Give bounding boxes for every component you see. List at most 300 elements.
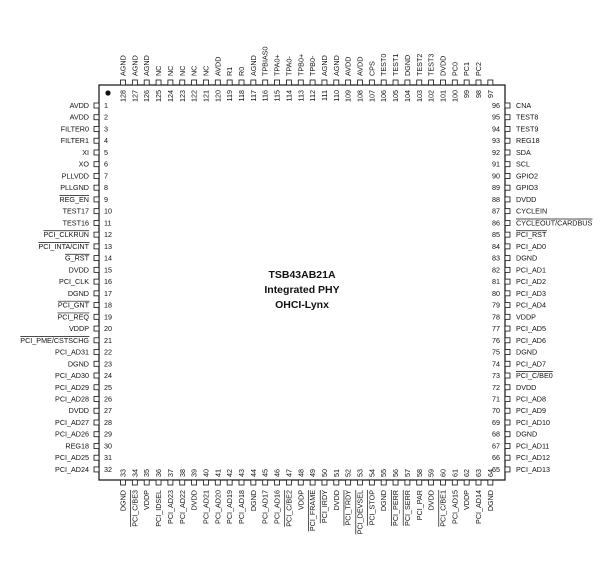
pin-pad xyxy=(369,480,374,485)
pin-label: XI xyxy=(82,147,89,157)
pin-pad xyxy=(94,420,99,425)
pin-label: DGND xyxy=(67,359,89,369)
pin-label: PCI_AD15 xyxy=(450,490,460,524)
pin-number: 108 xyxy=(355,90,365,102)
pin-number: 88 xyxy=(492,194,500,204)
pin-pad xyxy=(94,267,99,272)
pin-pad xyxy=(94,326,99,331)
pin-label: AGND xyxy=(331,55,341,76)
pin-number: 118 xyxy=(237,90,246,102)
pin-pad xyxy=(94,150,99,155)
pin-number: 79 xyxy=(492,300,500,310)
pin-label: CPS xyxy=(367,61,377,76)
pin-label: DGND xyxy=(67,288,89,298)
pin-label: DGND xyxy=(248,490,258,512)
pin-number: 53 xyxy=(355,469,365,477)
pin-number: 83 xyxy=(492,253,500,263)
pin-pad xyxy=(440,80,445,85)
pin-pad xyxy=(440,480,445,485)
pin-number: 80 xyxy=(492,288,500,298)
pin-number: 94 xyxy=(492,124,500,134)
pin-label: PCI_AD22 xyxy=(177,490,187,524)
pin-label: DVDD xyxy=(189,490,199,511)
pin-pad xyxy=(94,126,99,131)
pin-label: PCI_AD9 xyxy=(516,406,546,416)
pin-label: VDDP xyxy=(69,324,89,334)
pin-pad xyxy=(121,80,126,85)
pin-pad xyxy=(215,480,220,485)
pin-pad xyxy=(156,80,161,85)
pin-pad xyxy=(505,326,510,331)
pin-number: 36 xyxy=(154,469,164,477)
pin-label: XO xyxy=(78,159,89,169)
pin-number: 123 xyxy=(177,90,187,102)
pin-pad xyxy=(322,480,327,485)
pin-label: PCI_PERR xyxy=(391,490,401,526)
pin-label: PC2 xyxy=(474,62,483,76)
pin-label: DVDD xyxy=(68,265,89,275)
pin-pad xyxy=(94,220,99,225)
pin-pad xyxy=(358,480,363,485)
pin-number: 114 xyxy=(284,90,294,102)
pin-pad xyxy=(505,455,510,460)
pin-label: TEST16 xyxy=(62,218,89,228)
pin-pad xyxy=(121,480,126,485)
pin-number: 100 xyxy=(450,90,460,102)
pin-label: AVDD xyxy=(69,101,89,110)
pin-label: PCI_C/BE1 xyxy=(438,490,448,527)
pin-label: PCI_AD5 xyxy=(516,324,546,334)
pin-pad xyxy=(505,279,510,284)
pin-label: PCI_AD2 xyxy=(516,277,546,287)
pin-pad xyxy=(286,80,291,85)
pin-pad xyxy=(144,480,149,485)
pin-pad xyxy=(275,80,280,85)
pin-label: DVDD xyxy=(516,382,537,392)
pin-label: REG18 xyxy=(65,441,89,451)
pin-number: 41 xyxy=(213,469,223,477)
pin-number: 58 xyxy=(414,469,424,477)
pin-number: 74 xyxy=(492,359,500,369)
pin-label: CYCLEIN xyxy=(516,206,548,216)
pin-number: 111 xyxy=(319,90,329,101)
pin-number: 121 xyxy=(201,90,211,102)
pin-label: PCI_AD14 xyxy=(474,490,483,524)
pin-number: 55 xyxy=(379,469,389,477)
pin-pad xyxy=(310,480,315,485)
pin-pad xyxy=(464,480,469,485)
pin-number: 82 xyxy=(492,265,500,275)
pin-number: 76 xyxy=(492,335,500,345)
pin1-marker xyxy=(105,90,110,95)
pin-label: PCI_C/BE2 xyxy=(284,490,294,527)
pin-pad xyxy=(358,80,363,85)
pin-label: PCI_AD30 xyxy=(55,371,89,381)
pin-label: TEST0 xyxy=(379,53,389,76)
pin-number: 65 xyxy=(492,464,500,474)
pin-label: PCI_AD8 xyxy=(516,394,546,404)
pin-number: 9 xyxy=(104,194,108,204)
pin-pad xyxy=(263,480,268,485)
pin-pad xyxy=(505,397,510,402)
pin-label: REG18 xyxy=(516,136,540,146)
pin-pad xyxy=(94,373,99,378)
left-pins xyxy=(20,101,112,474)
pin-number: 106 xyxy=(379,90,389,102)
pin-pad xyxy=(239,480,244,485)
pin-pad xyxy=(94,279,99,284)
pin-label: TPA0- xyxy=(284,56,294,76)
pin-pad xyxy=(132,480,137,485)
pin-label: NC xyxy=(201,65,211,76)
pin-label: GPIO3 xyxy=(516,183,538,193)
pin-label: DVDD xyxy=(438,55,448,76)
pin-label: AGND xyxy=(248,55,258,76)
pin-number: 81 xyxy=(492,277,500,287)
pin-pad xyxy=(505,420,510,425)
pin-number: 23 xyxy=(104,359,112,369)
pin-number: 25 xyxy=(104,382,112,392)
pin-label: PCI_AD21 xyxy=(201,490,211,524)
pin-number: 103 xyxy=(414,90,424,102)
pin-label: TEST1 xyxy=(391,53,401,76)
pin-pad xyxy=(94,455,99,460)
pin-number: 84 xyxy=(492,241,500,251)
pin-label: R1 xyxy=(225,66,235,76)
pin-number: 92 xyxy=(492,147,500,157)
pin-number: 4 xyxy=(104,136,108,146)
pin-pad xyxy=(334,480,339,485)
pin-number: 61 xyxy=(450,469,460,477)
pin-label: DVDD xyxy=(68,406,89,416)
pin-number: 87 xyxy=(492,206,500,216)
pin-label: PCI_AD12 xyxy=(516,453,550,463)
pin-pad xyxy=(346,80,351,85)
pin-pad xyxy=(94,314,99,319)
pin-pad xyxy=(310,80,315,85)
pin-label: TEST9 xyxy=(516,124,539,134)
pin-pad xyxy=(346,480,351,485)
pin-pad xyxy=(94,443,99,448)
pin-label: CNA xyxy=(516,101,532,110)
pin-label: PCI_AD1 xyxy=(516,265,546,275)
pin-pad xyxy=(215,80,220,85)
pin-pad xyxy=(94,408,99,413)
pin-number: 75 xyxy=(492,347,500,357)
pin-pad xyxy=(393,480,398,485)
pin-number: 110 xyxy=(331,90,341,102)
pin-label: PCI_AD29 xyxy=(55,382,89,392)
pin-number: 46 xyxy=(272,469,282,477)
pin-label: AGND xyxy=(130,55,140,76)
pin-label: PCI_AD17 xyxy=(260,490,270,524)
pin-pad xyxy=(505,256,510,261)
pin-pad xyxy=(505,126,510,131)
pin-label: PCI_AD27 xyxy=(55,417,89,427)
pin-number: 91 xyxy=(492,159,500,169)
pin-label: FILTER0 xyxy=(60,124,89,134)
pin-number: 39 xyxy=(189,469,199,477)
pin-label: VDDP xyxy=(462,490,472,510)
pin-number: 77 xyxy=(492,324,500,334)
pin-label: TPB0+ xyxy=(296,53,306,76)
pin-pad xyxy=(505,173,510,178)
pin-pad xyxy=(94,361,99,366)
pin-label: DGND xyxy=(402,54,412,76)
pin-pad xyxy=(94,173,99,178)
pin-label: REG_EN xyxy=(59,194,89,204)
pin-number: 93 xyxy=(492,136,500,146)
pin-pad xyxy=(180,480,185,485)
pin-number: 20 xyxy=(104,324,112,334)
pin-label: DGND xyxy=(516,347,538,357)
pin-number: 28 xyxy=(104,417,112,427)
pin-number: 50 xyxy=(319,469,329,477)
pin-number: 1 xyxy=(104,101,108,110)
pin-label: VDDP xyxy=(142,490,152,510)
pin-number: 17 xyxy=(104,288,112,298)
pin-pad xyxy=(405,480,410,485)
pin-pad xyxy=(334,80,339,85)
pin-pad xyxy=(488,480,493,485)
pin-number: 45 xyxy=(260,469,270,477)
pin-pad xyxy=(227,80,232,85)
pin-number: 33 xyxy=(118,469,128,477)
pin-pad xyxy=(369,80,374,85)
pin-number: 7 xyxy=(104,171,108,181)
pin-pad xyxy=(452,80,457,85)
pin-number: 62 xyxy=(462,469,472,477)
pin-label: DVDD xyxy=(516,194,537,204)
pin-label: NC xyxy=(154,65,164,76)
pin-label: DGND xyxy=(516,429,538,439)
pin-label: DGND xyxy=(379,490,389,512)
pin-number: 38 xyxy=(177,469,187,477)
pin-pad xyxy=(192,480,197,485)
pin-number: 107 xyxy=(367,90,377,102)
chip-body xyxy=(99,85,505,480)
pin-pad xyxy=(94,162,99,167)
chip-product-name: OHCI-Lynx xyxy=(275,299,329,311)
pin-pad xyxy=(192,80,197,85)
pin-number: 30 xyxy=(104,441,112,451)
pin-number: 115 xyxy=(272,90,282,102)
pin-number: 16 xyxy=(104,277,112,287)
pin-pad xyxy=(203,480,208,485)
pin-pad xyxy=(505,115,510,120)
pin-pad xyxy=(429,480,434,485)
pin-number: 49 xyxy=(308,469,318,477)
pin-number: 102 xyxy=(426,90,436,102)
pin-pad xyxy=(168,80,173,85)
pin-label: AVDD xyxy=(343,56,353,76)
pin-label: PCI_AD26 xyxy=(55,429,89,439)
pin-number: 14 xyxy=(104,253,112,263)
pin-pad xyxy=(286,480,291,485)
pin-label: PCI_STOP xyxy=(367,490,377,526)
pin-pad xyxy=(505,350,510,355)
pin-number: 21 xyxy=(104,335,112,345)
pin-number: 116 xyxy=(260,90,270,102)
pin-number: 117 xyxy=(248,90,258,102)
pin-pad xyxy=(505,338,510,343)
pin-pad xyxy=(505,209,510,214)
pin-label: PCI_AD7 xyxy=(516,359,546,369)
pin-number: 26 xyxy=(104,394,112,404)
pin-label: PCI_REQ xyxy=(57,312,89,322)
pin-pad xyxy=(94,185,99,190)
pin-label: FILTER1 xyxy=(60,136,89,146)
pin-pad xyxy=(251,80,256,85)
pin-label: PCI_GNT xyxy=(57,300,89,310)
pin-pad xyxy=(239,80,244,85)
pin-pad xyxy=(505,314,510,319)
right-pins xyxy=(492,101,592,474)
pin-pad xyxy=(417,80,422,85)
pin-label: G_RST xyxy=(65,253,89,263)
pin-number: 125 xyxy=(154,90,164,102)
pin-label: TEST8 xyxy=(516,112,539,122)
pin-number: 47 xyxy=(284,469,294,477)
pin-pad xyxy=(417,480,422,485)
pin-pad xyxy=(393,80,398,85)
pin-pad xyxy=(452,480,457,485)
pin-pad xyxy=(505,162,510,167)
pin-number: 35 xyxy=(142,469,152,477)
pin-pad xyxy=(488,80,493,85)
pin-pad xyxy=(505,197,510,202)
pin-pad xyxy=(464,80,469,85)
pin-label: TPA0+ xyxy=(272,54,282,76)
pin-number: 59 xyxy=(426,469,436,477)
pin-pad xyxy=(298,480,303,485)
pin-label: PCI_AD3 xyxy=(516,288,546,298)
pin-number: 69 xyxy=(492,417,500,427)
pin-pad xyxy=(505,291,510,296)
pin-number: 126 xyxy=(142,90,152,102)
pin-number: 113 xyxy=(296,90,306,102)
pin-number: 112 xyxy=(308,90,318,102)
pin-number: 101 xyxy=(438,90,448,102)
pin-pad xyxy=(94,432,99,437)
pin-pad xyxy=(505,138,510,143)
pin-number: 34 xyxy=(130,469,140,477)
pin-label: TPBIAS0 xyxy=(260,46,270,76)
pin-pad xyxy=(156,480,161,485)
pin-number: 12 xyxy=(104,230,112,240)
pin-number: 5 xyxy=(104,147,108,157)
pin-label: TEST2 xyxy=(414,53,424,76)
pin-number: 19 xyxy=(104,312,112,322)
pin-pad xyxy=(203,80,208,85)
pin-pad xyxy=(405,80,410,85)
pin-pad xyxy=(94,397,99,402)
pin-pad xyxy=(94,291,99,296)
pin-pad xyxy=(94,232,99,237)
pin-label: PCI_AD24 xyxy=(55,464,89,474)
pin-pad xyxy=(94,303,99,308)
pin-label: NC xyxy=(165,65,175,76)
pin-label: PCI_C/BE0 xyxy=(516,371,553,381)
pin-label: PLLGND xyxy=(60,183,89,193)
pin-pad xyxy=(227,480,232,485)
pin-pad xyxy=(275,480,280,485)
pin-pad xyxy=(94,350,99,355)
pin-label: SCL xyxy=(516,159,530,169)
pin-number: 109 xyxy=(343,90,353,102)
pin-pad xyxy=(505,361,510,366)
pin-pad xyxy=(94,244,99,249)
pin-label: PCI_AD25 xyxy=(55,453,89,463)
pin-label: PCI_AD6 xyxy=(516,335,546,345)
pin-pad xyxy=(505,267,510,272)
pin-label: AVDD xyxy=(69,112,89,122)
pin-pad xyxy=(94,385,99,390)
pin-label: AGND xyxy=(118,55,128,76)
pin-label: PCI_RST xyxy=(516,230,547,240)
pin-number: 8 xyxy=(104,183,108,193)
pin-label: DVDD xyxy=(331,490,341,511)
pin-label: PCI_AD0 xyxy=(516,241,546,251)
pin-number: 70 xyxy=(492,406,500,416)
pin-number: 73 xyxy=(492,371,500,381)
pin-label: PCI_C/BE3 xyxy=(130,490,140,527)
pin-label: R0 xyxy=(237,66,246,76)
pin-label: NC xyxy=(177,65,187,76)
pin-number: 86 xyxy=(492,218,500,228)
pin-label: AVDD xyxy=(355,56,365,76)
pin-pad xyxy=(94,115,99,120)
pin-pad xyxy=(476,80,481,85)
pin-label: PCI_AD13 xyxy=(516,464,550,474)
pin-number: 18 xyxy=(104,300,112,310)
pin-number: 127 xyxy=(130,90,140,102)
pin-number: 104 xyxy=(402,90,412,102)
pin-pad xyxy=(263,80,268,85)
pin-number: 89 xyxy=(492,183,500,193)
pin-label: PCI_FRAME xyxy=(308,490,318,532)
pin-pad xyxy=(168,480,173,485)
pin-label: DGND xyxy=(516,253,538,263)
pin-number: 56 xyxy=(391,469,401,477)
pin-label: PCI_AD20 xyxy=(213,490,223,524)
pin-number: 97 xyxy=(485,90,495,98)
pin-pad xyxy=(322,80,327,85)
pin-number: 120 xyxy=(213,90,223,102)
pin-number: 68 xyxy=(492,429,500,439)
pin-number: 27 xyxy=(104,406,112,416)
pin-number: 31 xyxy=(104,453,112,463)
pin-label: TEST17 xyxy=(62,206,89,216)
pin-label: PCI_AD31 xyxy=(55,347,89,357)
pin-number: 13 xyxy=(104,241,112,251)
pin-number: 40 xyxy=(201,469,211,477)
pin-label: VDDP xyxy=(516,312,536,322)
pin-pad xyxy=(251,480,256,485)
pin-label: PCI_AD23 xyxy=(165,490,175,524)
pin-number: 15 xyxy=(104,265,112,275)
pin-number: 85 xyxy=(492,230,500,240)
pin-label: PCI_IDSEL xyxy=(154,490,164,527)
pin-pad xyxy=(505,220,510,225)
pin-number: 72 xyxy=(492,382,500,392)
pin-number: 11 xyxy=(104,218,112,228)
pin-label: DVDD xyxy=(426,490,436,511)
pin-label: PCI_SERR xyxy=(402,490,412,526)
pin-label: PCI_AD11 xyxy=(516,441,550,451)
pin-pad xyxy=(94,103,99,108)
pin-number: 63 xyxy=(474,469,483,477)
